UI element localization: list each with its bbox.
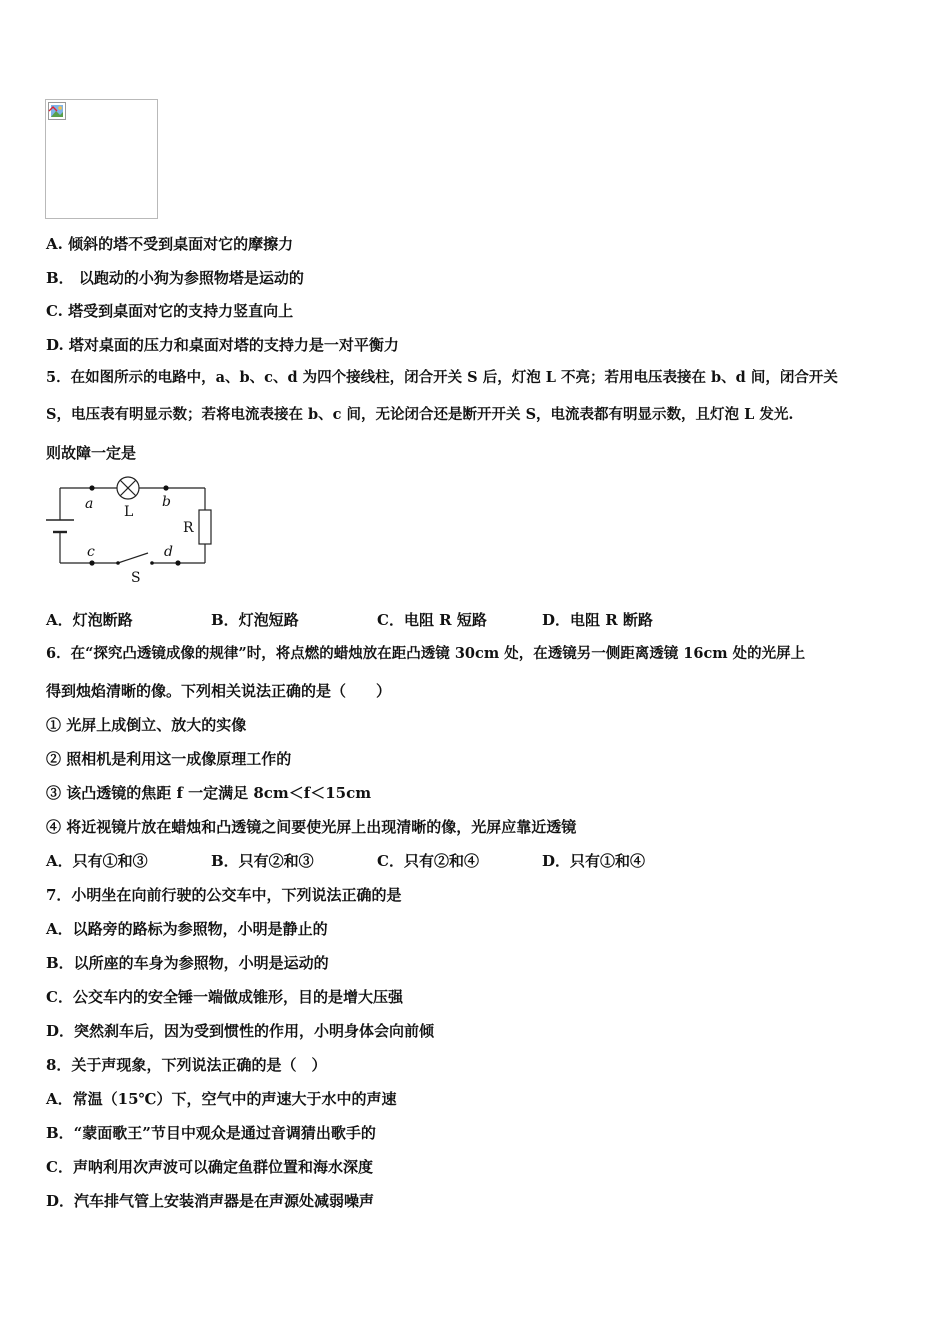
q8-option-a: A．常温（15℃）下，空气中的声速大于水中的声速 [46,1090,397,1108]
q5-stem-line3: 则故障一定是 [46,444,137,462]
q6-statement-4: ④ 将近视镜片放在蜡烛和凸透镜之间要使光屏上出现清晰的像，光屏应靠近透镜 [46,818,577,836]
q8-stem: 8．关于声现象，下列说法正确的是（ ） [46,1056,327,1074]
broken-image-placeholder [45,99,158,219]
switch-label: S [131,570,141,586]
q6-option-c: C．只有②和④ [377,852,479,870]
q7-stem: 7．小明坐在向前行驶的公交车中，下列说法正确的是 [46,886,402,904]
q5-option-a: A．灯泡断路 [46,611,133,629]
q8-option-c: C．声呐利用次声波可以确定鱼群位置和海水深度 [46,1158,373,1176]
q6-option-b: B．只有②和③ [211,852,314,870]
q4-option-b: B． 以跑动的小狗为参照物塔是运动的 [46,269,304,287]
q5-stem-line1: 5．在如图所示的电路中，a、b、c、d 为四个接线柱，闭合开关 S 后，灯泡 L 不亮；若用电压表接在 b、d 间，闭合开关 [46,369,838,386]
q5-option-c: C．电阻 R 短路 [377,611,487,629]
circuit-diagram [40,474,220,586]
terminal-b-label: b [162,494,171,510]
resistor-label: R [183,520,194,536]
q6-statement-1: ① 光屏上成倒立、放大的实像 [46,716,247,734]
terminal-d-label: d [164,544,173,560]
q7-option-d: D．突然刹车后，因为受到惯性的作用，小明身体会向前倾 [46,1022,435,1040]
q4-option-c: C. 塔受到桌面对它的支持力竖直向上 [46,302,294,320]
q7-option-c: C．公交车内的安全锤一端做成锥形，目的是增大压强 [46,988,403,1006]
terminal-c-label: c [87,544,95,560]
q6-statement-3: ③ 该凸透镜的焦距 f 一定满足 8cm＜f＜15cm [46,784,372,802]
q6-statement-2: ② 照相机是利用这一成像原理工作的 [46,750,292,768]
q8-option-d: D．汽车排气管上安装消声器是在声源处减弱噪声 [46,1192,375,1210]
q6-stem-line2: 得到烛焰清晰的像。下列相关说法正确的是（ ） [46,682,392,700]
q6-stem-line1: 6．在“探究凸透镜成像的规律”时，将点燃的蜡烛放在距凸透镜 30cm 处，在透镜另一侧距离透镜 16cm 处的光屏上 [46,645,806,662]
q8-option-b: B．“蒙面歌王”节目中观众是通过音调猜出歌手的 [46,1124,376,1142]
q4-option-a: A. 倾斜的塔不受到桌面对它的摩擦力 [46,235,294,253]
q6-option-a: A．只有①和③ [46,852,148,870]
q5-stem-line2: S，电压表有明显示数；若将电流表接在 b、c 间，无论闭合还是断开开关 S，电流表都有明显示数，且灯泡 L 发光. [46,406,794,423]
terminal-a-label: a [85,496,94,512]
q5-option-b: B．灯泡短路 [211,611,299,629]
q5-option-d: D．电阻 R 断路 [542,611,653,629]
q7-option-a: A．以路旁的路标为参照物，小明是静止的 [46,920,328,938]
q7-option-b: B．以所座的车身为参照物，小明是运动的 [46,954,329,972]
lamp-label: L [124,504,134,520]
broken-image-icon [48,102,66,120]
q6-option-d: D．只有①和④ [542,852,646,870]
q4-option-d: D. 塔对桌面的压力和桌面对塔的支持力是一对平衡力 [46,336,399,354]
